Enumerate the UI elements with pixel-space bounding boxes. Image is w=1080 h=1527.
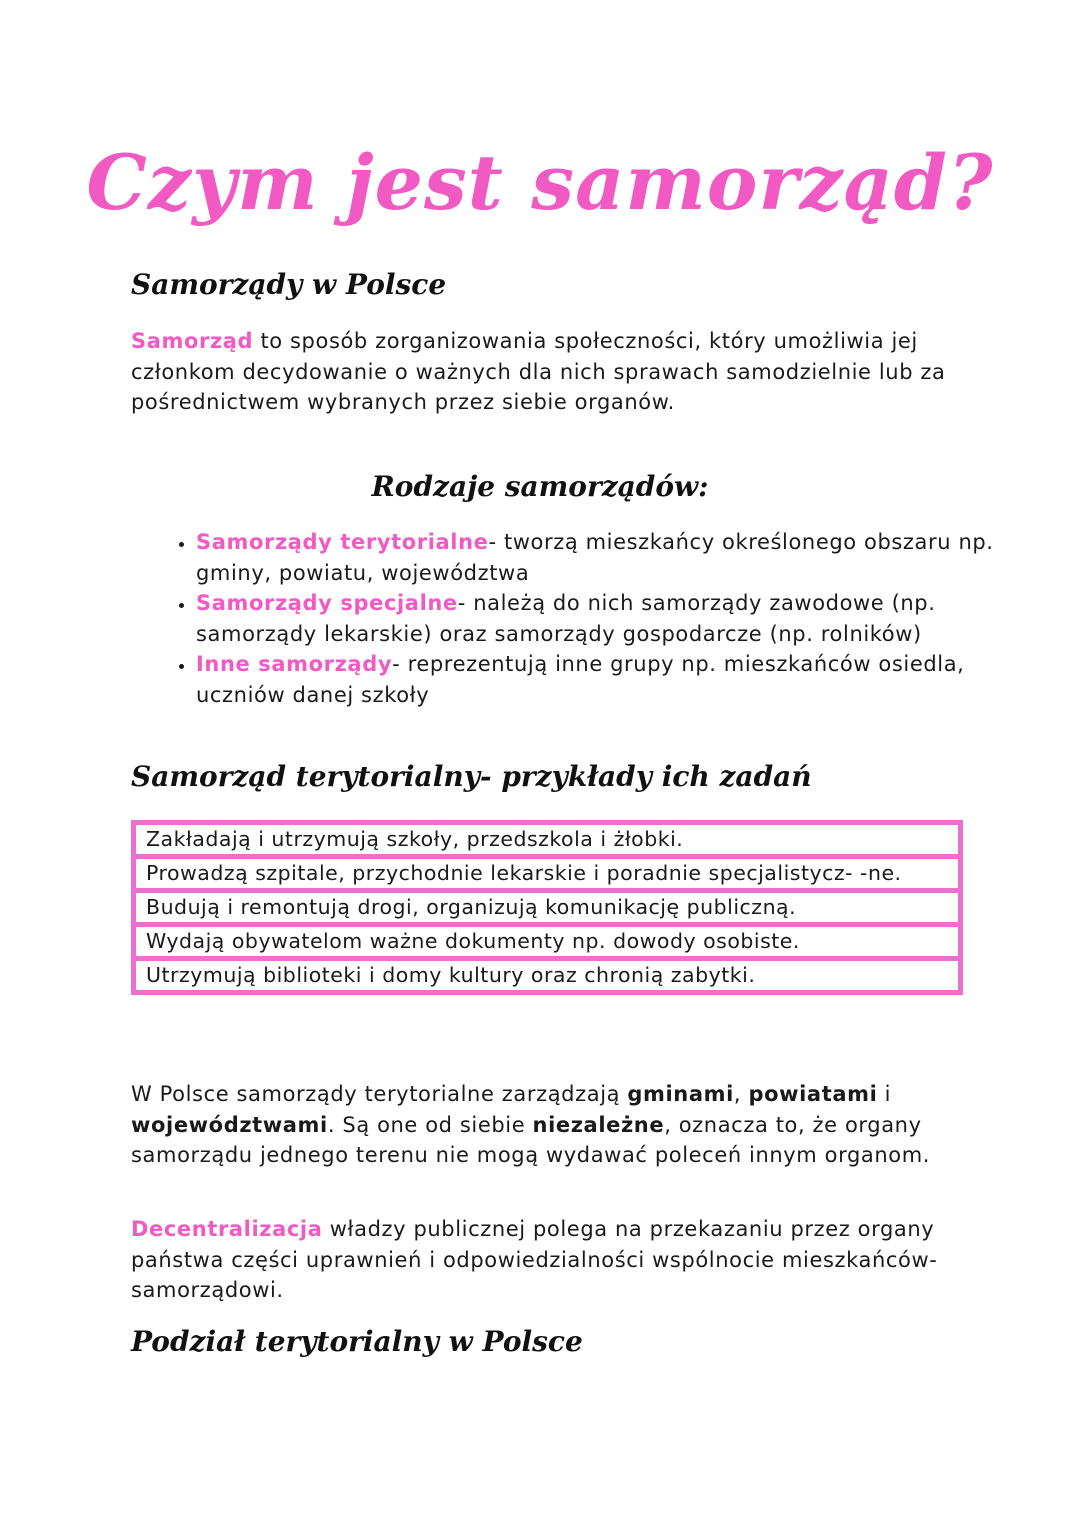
table-cell: Utrzymują biblioteki i domy kultury oraz chronią zabytki.	[134, 959, 961, 993]
bold-wojewodztwami: województwami	[131, 1112, 328, 1137]
text-span: , oznacza to, że organy samorządu jednego terenu nie mogą wydawać poleceń innym organom.	[131, 1112, 931, 1167]
list-item	[196, 527, 996, 588]
table-row	[134, 959, 961, 993]
table-cell: Wydają obywatelom ważne dokumenty np. dowody osobiste.	[134, 925, 961, 959]
table-cell: Prowadzą szpitale, przychodnie lekarskie i poradnie specjalistycz- -ne.	[134, 857, 961, 891]
heading-samorzady-w-polsce: Samorządy w Polsce	[131, 268, 447, 301]
page-title: Czym jest samorząd?	[86, 138, 994, 227]
heading-tasks: Samorząd terytorialny- przykłady ich zadań	[131, 760, 812, 793]
table-row	[134, 891, 961, 925]
definition-paragraph	[131, 326, 961, 418]
table-row	[134, 823, 961, 857]
text-span: W Polsce samorządy terytorialne zarządzają	[131, 1082, 628, 1106]
kind-text: - reprezentują inne grupy np. mieszkańców osiedla, uczniów danej szkoły	[196, 652, 965, 707]
bold-powiatami: powiatami	[748, 1082, 878, 1106]
table-cell: Budują i remontują drogi, organizują komunikację publiczną.	[134, 891, 961, 925]
term-decentralizacja: Decentralizacja	[131, 1217, 323, 1241]
text-span: ,	[733, 1082, 749, 1106]
decentralization-text: władzy publicznej polega na przekazaniu przez organy państwa części uprawnień i odpowiedzialności wspólnocie mieszkańców- samorządowi.	[131, 1217, 938, 1302]
definition-text: to sposób zorganizowania społeczności, który umożliwia jej członkom decydowanie o ważnych dla nich sprawach samodzielnie lub za pośrednictwem wybranych przez siebie organów.	[131, 329, 946, 414]
text-span: i	[877, 1082, 892, 1106]
table-row	[134, 925, 961, 959]
bold-niezalezne: niezależne	[532, 1112, 665, 1137]
bold-gminami: gminami	[627, 1082, 734, 1106]
tasks-table	[131, 820, 963, 995]
kinds-list	[131, 527, 996, 710]
kind-text: - tworzą mieszkańcy określonego obszaru np. gminy, powiatu, województwa	[196, 530, 994, 585]
heading-rodzaje-samorzadow: Rodzaje samorządów:	[371, 470, 709, 503]
list-item	[196, 588, 996, 649]
kind-term: Samorządy terytorialne	[196, 530, 489, 554]
list-item	[196, 649, 996, 710]
term-samorzad: Samorząd	[131, 329, 254, 353]
table-cell: Zakładają i utrzymują szkoły, przedszkola i żłobki.	[134, 823, 961, 857]
table-row	[134, 857, 961, 891]
kind-term: Samorządy specjalne	[196, 591, 458, 615]
heading-podzial-terytorialny: Podział terytorialny w Polsce	[131, 1325, 583, 1358]
kind-text: - należą do nich samorządy zawodowe (np. samorządy lekarskie) oraz samorządy gospodarcze (np. rolników)	[196, 591, 936, 646]
text-span: . Są one od siebie	[327, 1112, 533, 1137]
territorial-paragraph	[131, 1079, 961, 1171]
decentralization-paragraph	[131, 1214, 961, 1306]
kind-term: Inne samorządy	[196, 652, 393, 676]
